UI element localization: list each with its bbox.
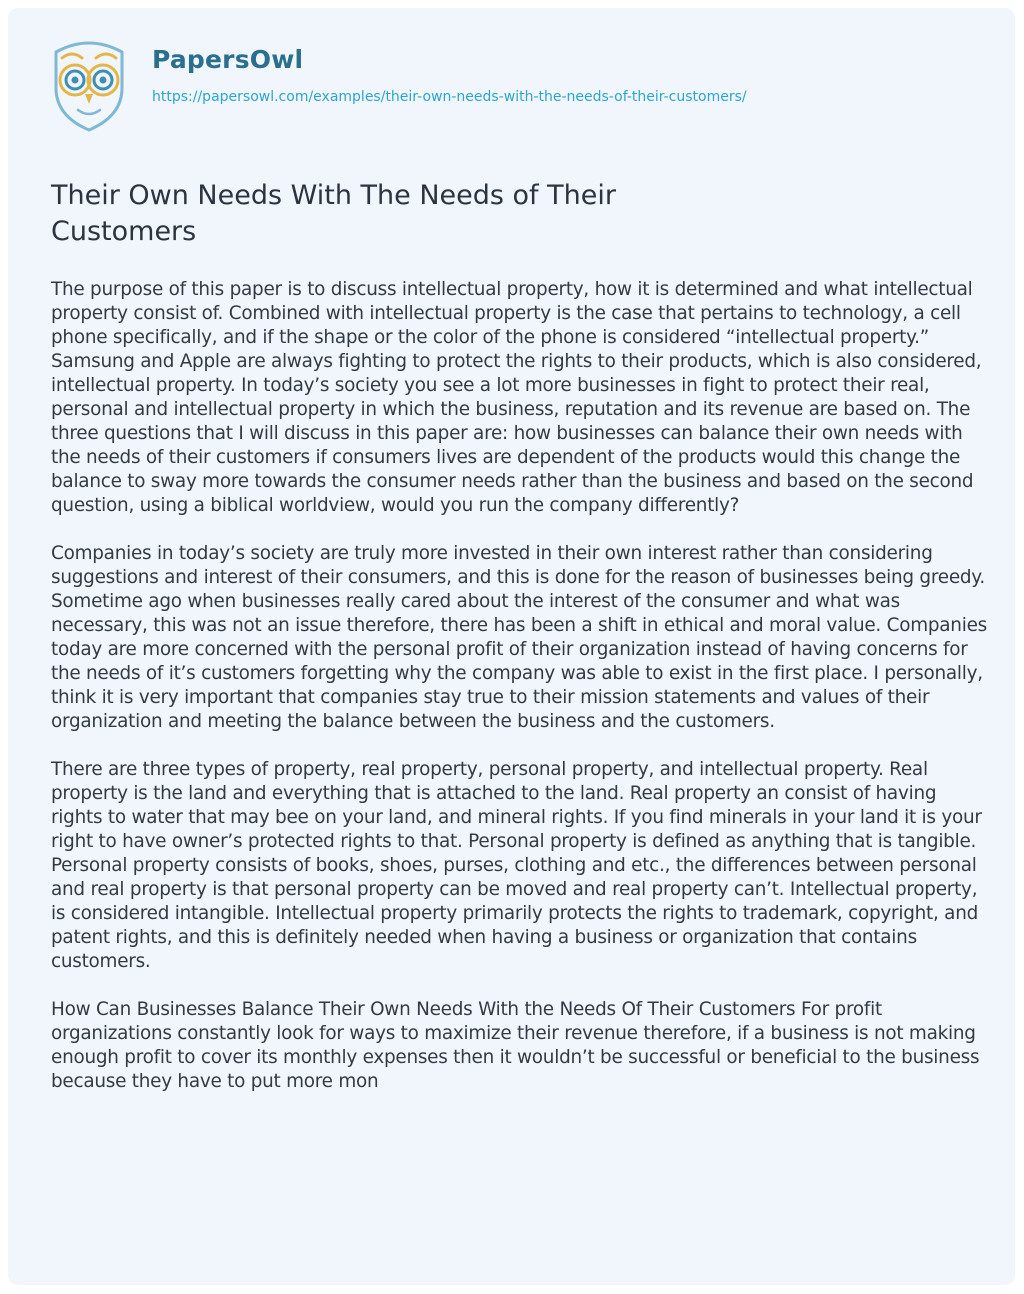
essay-body <box>51 278 991 1118</box>
site-header <box>48 36 747 136</box>
essay-paragraph: There are three types of property, real property, personal property, and intellectual property. Real property is the land and everything that is attached to the land. Real property an consist of having rights to water that may bee on your land, and mineral rights. If you find minerals in your land it is your right to have owner’s protected rights to that. Personal property is defined as anything that is tangible. Personal property consists of books, shoes, purses, clothing and etc., the differences between personal and real property is that personal property can be moved and real property can’t. Intellectual property, is considered intangible. Intellectual property primarily protects the rights to trademark, copyright, and patent rights, and this is definitely needed when having a business or organization that contains customers. <box>51 759 982 972</box>
essay-paragraph: The purpose of this paper is to discuss intellectual property, how it is determined and what intellectual property consist of. Combined with intellectual property is the case that pertains to technology, a cell phone specifically, and if the shape or the color of the phone is considered “intellectual property.” Samsung and Apple are always fighting to protect the rights to their products, which is also considered, intellectual property. In today’s society you see a lot more businesses in fight to protect their real, personal and intellectual property in which the business, reputation and its revenue are based on. The three questions that I will discuss in this paper are: how businesses can balance their own needs with the needs of their customers if consumers lives are dependent of the products would this change the balance to sway more towards the consumer needs rather than the business and based on the second question, using a biblical worldview, would you run the company differently? <box>51 279 982 516</box>
brand-name[interactable]: PapersOwl <box>152 45 304 74</box>
essay-title: Their Own Needs With The Needs of Their Customers <box>51 180 616 247</box>
brand-block <box>152 44 747 106</box>
essay-paragraph: Companies in today’s society are truly more invested in their own interest rather than considering suggestions and interest of their consumers, and this is done for the reason of businesses being greedy. Sometime ago when businesses really cared about the interest of the consumer and what was necessary, this was not an issue therefore, there has been a shift in ethical and moral value. Companies today are more concerned with the personal profit of their organization instead of having concerns for the needs of it’s customers forgetting why the company was able to exist in the first place. I personally, think it is very important that companies stay true to their mission statements and values of their organization and meeting the balance between the business and the customers. <box>51 543 987 732</box>
page-card <box>8 8 1015 1285</box>
source-url-link[interactable]: https://papersowl.com/examples/their-own-needs-with-the-needs-of-their-customers/ <box>152 89 747 105</box>
essay-paragraph: How Can Businesses Balance Their Own Needs With the Needs Of Their Customers For profit organizations constantly look for ways to maximize their revenue therefore, if a business is not making enough profit to cover its monthly expenses then it wouldn’t be successful or beneficial to the business because they have to put more mon <box>51 999 980 1092</box>
owl-logo-icon[interactable] <box>48 36 130 132</box>
